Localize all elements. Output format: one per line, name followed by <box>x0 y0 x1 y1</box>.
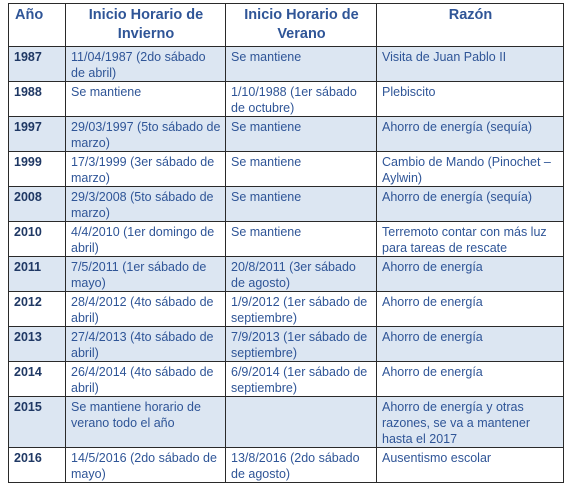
summer-cell: 1/9/2012 (1er sábado de septiembre) <box>226 292 377 327</box>
reason-cell: Ahorro de energía (sequía) <box>377 117 564 152</box>
header-winter-start: Inicio Horario de Invierno <box>66 4 226 47</box>
winter-cell: Se mantiene <box>66 82 226 117</box>
year-cell: 2010 <box>9 222 66 257</box>
summer-cell: 20/8/2011 (3er sábado de agosto) <box>226 257 377 292</box>
year-cell: 2013 <box>9 327 66 362</box>
reason-cell: Cambio de Mando (Pinochet – Aylwin) <box>377 152 564 187</box>
table-row <box>9 47 564 82</box>
table-row <box>9 152 564 187</box>
summer-cell: Se mantiene <box>226 117 377 152</box>
summer-cell: Se mantiene <box>226 47 377 82</box>
reason-cell: Ahorro de energía <box>377 362 564 397</box>
reason-cell: Ahorro de energía <box>377 327 564 362</box>
winter-cell: 11/04/1987 (2do sábado de abril) <box>66 47 226 82</box>
reason-cell: Plebiscito <box>377 82 564 117</box>
year-cell: 1997 <box>9 117 66 152</box>
summer-cell: 13/8/2016 (2do sábado de agosto) <box>226 448 377 483</box>
year-cell: 2011 <box>9 257 66 292</box>
summer-cell: 7/9/2013 (1er sábado de septiembre) <box>226 327 377 362</box>
table-row <box>9 327 564 362</box>
summer-cell <box>226 397 377 448</box>
winter-cell: 29/03/1997 (5to sábado de marzo) <box>66 117 226 152</box>
winter-cell: 28/4/2012 (4to sábado de abril) <box>66 292 226 327</box>
header-reason: Razón <box>377 4 564 47</box>
table-row <box>9 187 564 222</box>
winter-cell: 14/5/2016 (2do sábado de mayo) <box>66 448 226 483</box>
table-row <box>9 448 564 483</box>
winter-cell: 29/3/2008 (5to sábado de marzo) <box>66 187 226 222</box>
summer-cell: 6/9/2014 (1er sábado de septiembre) <box>226 362 377 397</box>
daylight-saving-table <box>8 3 564 483</box>
table-row <box>9 222 564 257</box>
winter-cell: 26/4/2014 (4to sábado de abril) <box>66 362 226 397</box>
reason-cell: Ahorro de energía <box>377 292 564 327</box>
year-cell: 1988 <box>9 82 66 117</box>
reason-cell: Ahorro de energía y otras razones, se va a mantener hasta el 2017 <box>377 397 564 448</box>
header-row <box>9 4 564 47</box>
winter-cell: 27/4/2013 (4to sábado de abril) <box>66 327 226 362</box>
reason-cell: Ahorro de energía <box>377 257 564 292</box>
table-row <box>9 292 564 327</box>
reason-cell: Terremoto contar con más luz para tareas de rescate <box>377 222 564 257</box>
summer-cell: Se mantiene <box>226 152 377 187</box>
year-cell: 2014 <box>9 362 66 397</box>
table-row <box>9 117 564 152</box>
winter-cell: 7/5/2011 (1er sábado de mayo) <box>66 257 226 292</box>
header-summer-start: Inicio Horario de Verano <box>226 4 377 47</box>
year-cell: 2015 <box>9 397 66 448</box>
summer-cell: Se mantiene <box>226 187 377 222</box>
year-cell: 2012 <box>9 292 66 327</box>
reason-cell: Ausentismo escolar <box>377 448 564 483</box>
reason-cell: Ahorro de energía (sequía) <box>377 187 564 222</box>
winter-cell: 17/3/1999 (3er sábado de marzo) <box>66 152 226 187</box>
summer-cell: Se mantiene <box>226 222 377 257</box>
year-cell: 2008 <box>9 187 66 222</box>
table-row <box>9 257 564 292</box>
summer-cell: 1/10/1988 (1er sábado de octubre) <box>226 82 377 117</box>
year-cell: 1987 <box>9 47 66 82</box>
table-row <box>9 82 564 117</box>
table-row <box>9 397 564 448</box>
table-row <box>9 362 564 397</box>
year-cell: 2016 <box>9 448 66 483</box>
year-cell: 1999 <box>9 152 66 187</box>
winter-cell: Se mantiene horario de verano todo el año <box>66 397 226 448</box>
header-year: Año <box>9 4 66 47</box>
winter-cell: 4/4/2010 (1er domingo de abril) <box>66 222 226 257</box>
reason-cell: Visita de Juan Pablo II <box>377 47 564 82</box>
